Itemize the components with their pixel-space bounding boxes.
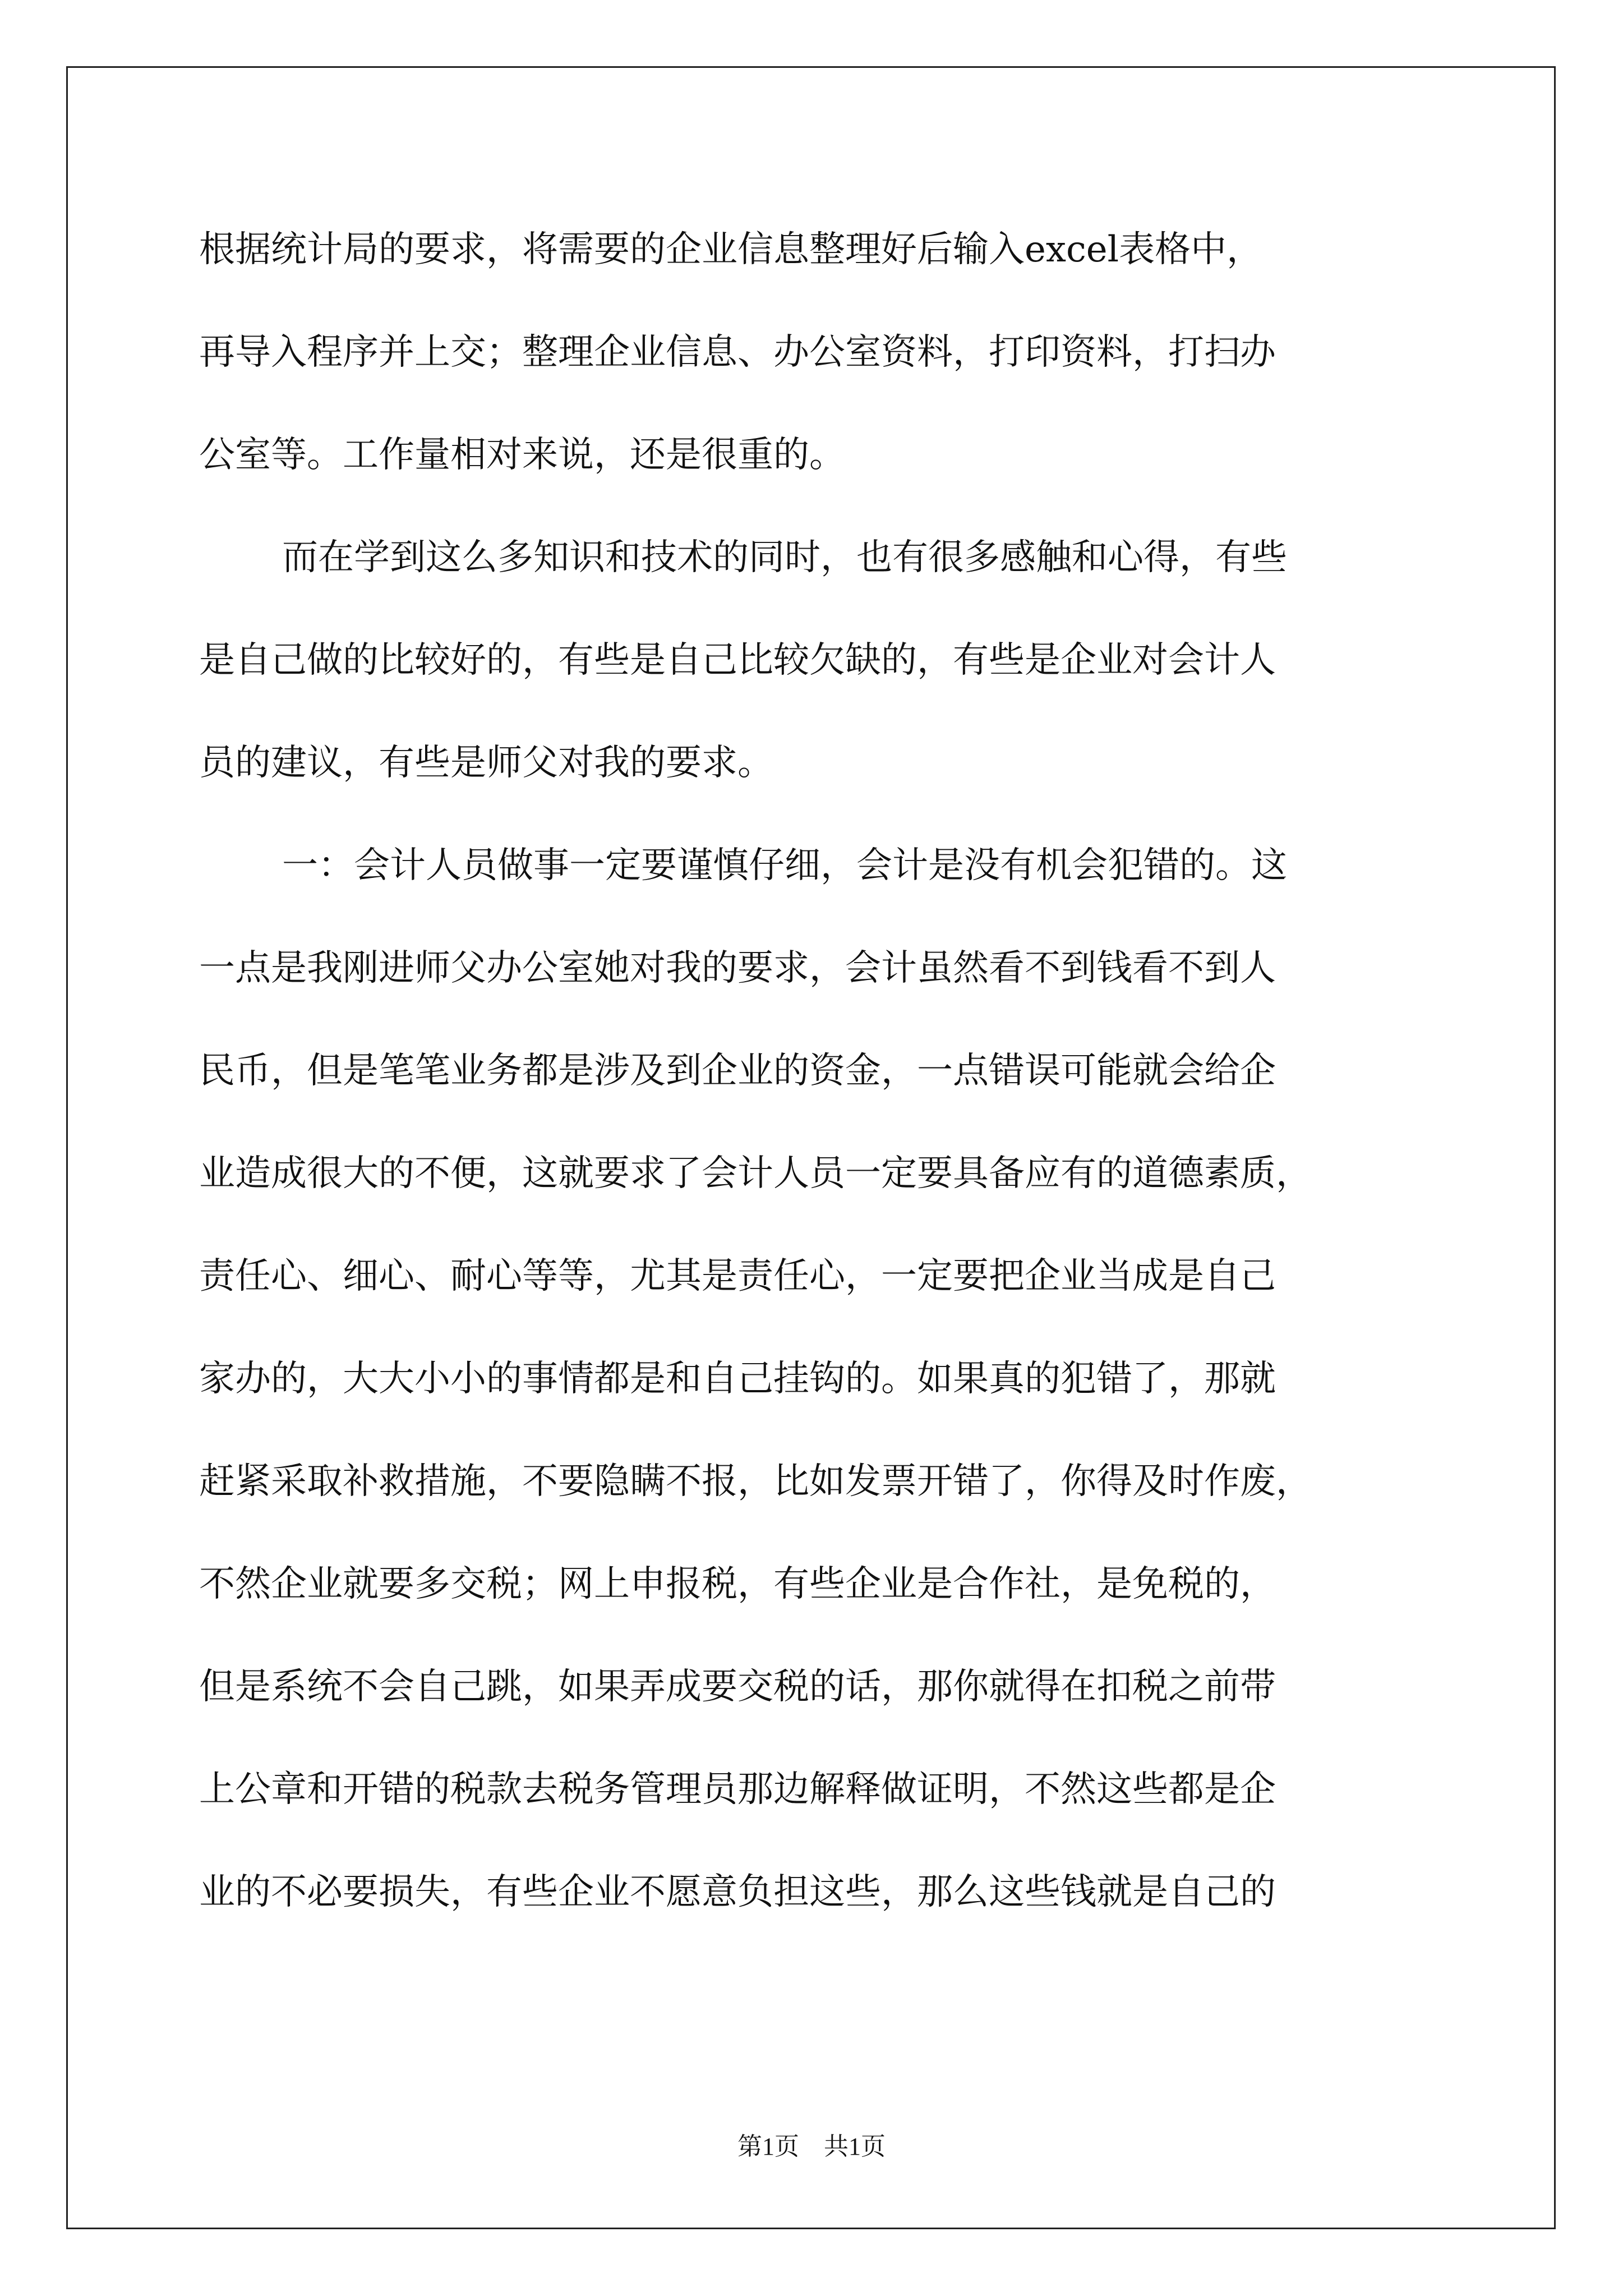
text-line: 赶紧采取补救措施，不要隐瞒不报，比如发票开错了，你得及时作废，: [199, 1461, 1312, 1502]
text-line: 民币，但是笔笔业务都是涉及到企业的资金，一点错误可能就会给企: [199, 1050, 1276, 1092]
page-number-footer: 第1页 共1页: [737, 2133, 886, 2160]
text-line: 是自己做的比较好的，有些是自己比较欠缺的，有些是企业对会计人: [199, 639, 1276, 681]
paragraph-first-line: 一：会计人员做事一定要谨慎仔细，会计是没有机会犯错的。这: [282, 845, 1287, 886]
text-line: 再导入程序并上交；整理企业信息、办公室资料，打印资料，打扫办: [199, 332, 1276, 373]
text-line: 家办的，大大小小的事情都是和自己挂钩的。如果真的犯错了，那就: [199, 1358, 1276, 1400]
text-line: 责任心、细心、耐心等等，尤其是责任心，一定要把企业当成是自己: [199, 1255, 1276, 1297]
text-line: 不然企业就要多交税；网上申报税，有些企业是合作社，是免税的，: [199, 1563, 1276, 1605]
text-line: 员的建议，有些是师父对我的要求。: [199, 742, 773, 784]
text-line: 根据统计局的要求，将需要的企业信息整理好后输入excel表格中，: [199, 229, 1263, 270]
text-line: 上公章和开错的税款去税务管理员那边解释做证明，不然这些都是企: [199, 1769, 1276, 1810]
paragraph-first-line: 而在学到这么多知识和技术的同时，也有很多感触和心得，有些: [282, 537, 1287, 578]
text-line: 但是系统不会自己跳，如果弄成要交税的话，那你就得在扣税之前带: [199, 1666, 1276, 1708]
text-line: 一点是我刚进师父办公室她对我的要求，会计虽然看不到钱看不到人: [199, 947, 1276, 989]
text-line: 公室等。工作量相对来说，还是很重的。: [199, 434, 845, 476]
text-line: 业的不必要损失，有些企业不愿意负担这些，那么这些钱就是自己的: [199, 1871, 1276, 1913]
text-line: 业造成很大的不便，这就要求了会计人员一定要具备应有的道德素质，: [199, 1153, 1312, 1194]
